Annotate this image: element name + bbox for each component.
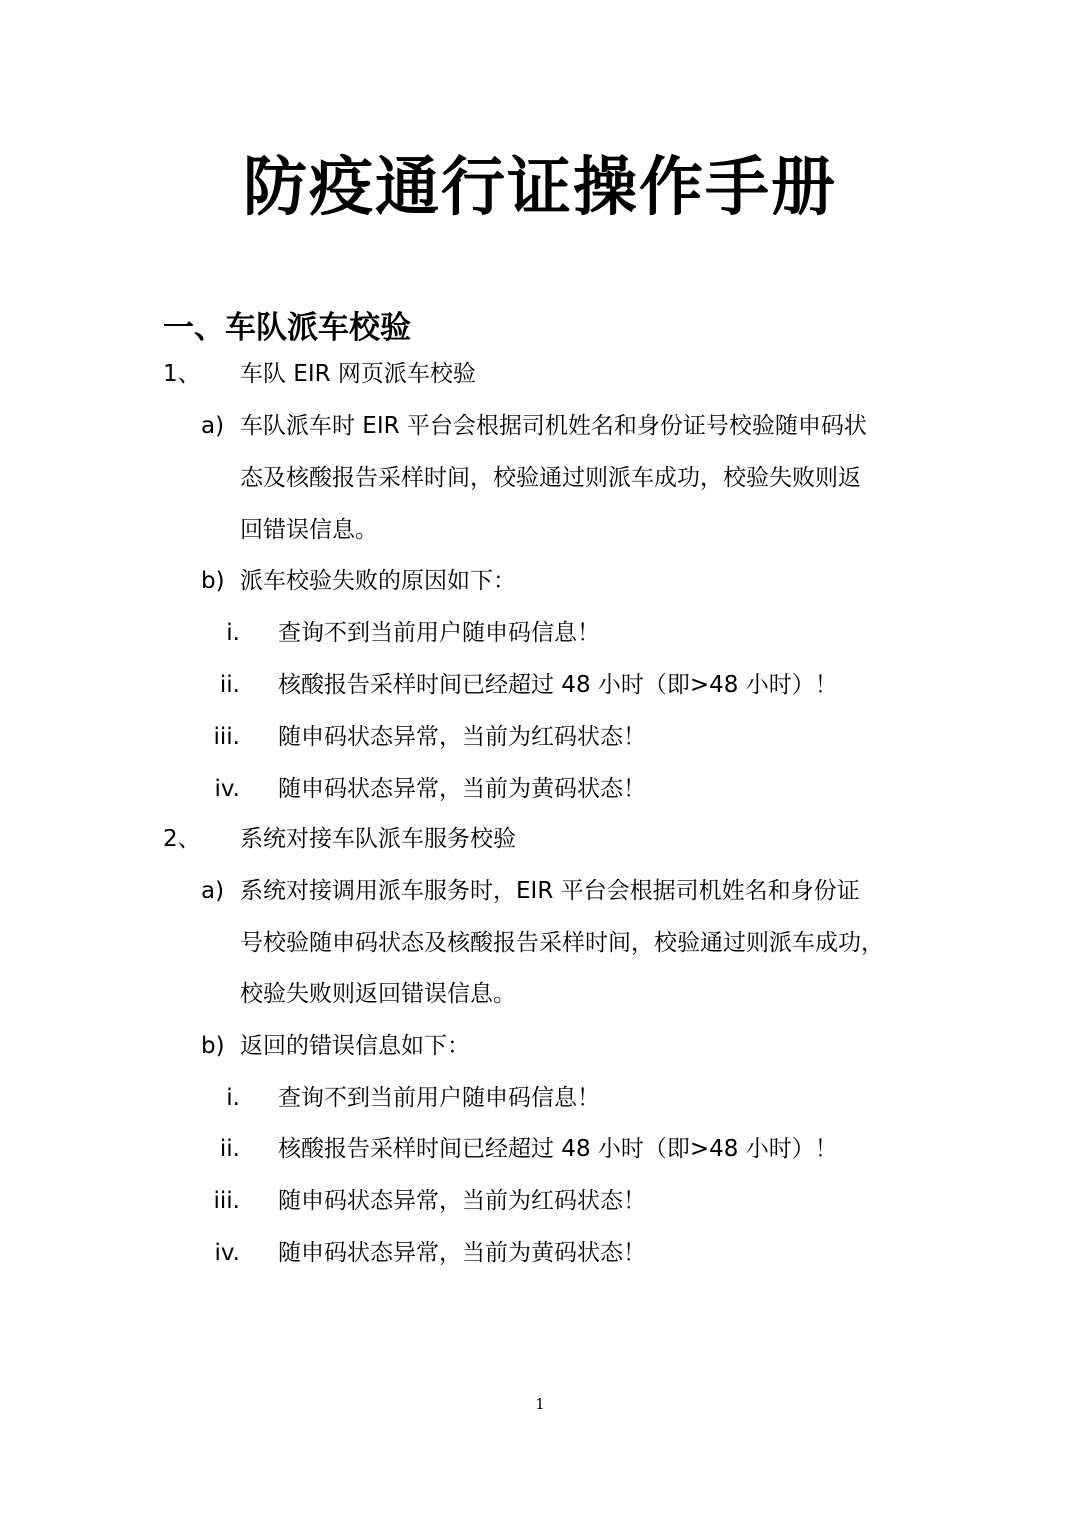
item-2-reason-4-text: 随申码状态异常，当前为黄码状态！: [278, 1240, 646, 1266]
item-2-reason-2-marker: ii.: [219, 1136, 240, 1162]
item-1-reason-4-text: 随申码状态异常，当前为黄码状态！: [278, 776, 646, 802]
item-2-b-marker: b): [201, 1033, 225, 1059]
item-1-b-marker: b): [201, 568, 225, 594]
item-1-a-line-3: 回错误信息。: [240, 517, 378, 543]
item-1-a-marker: a): [201, 413, 225, 439]
item-2-reason-1-marker: i.: [226, 1085, 240, 1111]
item-1-number: 1、: [163, 361, 201, 387]
item-1-label: 车队 EIR 网页派车校验: [240, 361, 476, 387]
item-1-reason-4-marker: iv.: [214, 776, 240, 802]
document-title: 防疫通行证操作手册: [243, 151, 837, 225]
item-2-a-line-2: 号校验随申码状态及核酸报告采样时间，校验通过则派车成功，: [240, 930, 884, 956]
item-1-reason-2-text: 核酸报告采样时间已经超过 48 小时（即>48 小时）！: [278, 672, 838, 698]
item-2-a-line-1: 系统对接调用派车服务时，EIR 平台会根据司机姓名和身份证: [240, 878, 860, 904]
item-2-reason-4-marker: iv.: [214, 1240, 240, 1266]
item-2-label: 系统对接车队派车服务校验: [240, 826, 516, 852]
item-1-reason-1-text: 查询不到当前用户随申码信息！: [278, 620, 600, 646]
item-1-reason-2-marker: ii.: [219, 672, 240, 698]
item-1-reason-3-text: 随申码状态异常，当前为红码状态！: [278, 724, 646, 750]
item-1-a-line-2: 态及核酸报告采样时间，校验通过则派车成功，校验失败则返: [240, 465, 861, 491]
item-2-number: 2、: [163, 826, 201, 852]
section-heading: 一、车队派车校验: [163, 310, 411, 346]
item-2-a-line-3: 校验失败则返回错误信息。: [240, 981, 516, 1007]
item-2-reason-3-text: 随申码状态异常，当前为红码状态！: [278, 1188, 646, 1214]
item-2-a-marker: a): [201, 878, 225, 904]
item-1-reason-3-marker: iii.: [213, 724, 240, 750]
page-number: 1: [535, 1395, 545, 1413]
item-2-reason-1-text: 查询不到当前用户随申码信息！: [278, 1085, 600, 1111]
item-2-b-text: 返回的错误信息如下：: [240, 1033, 470, 1059]
item-2-reason-3-marker: iii.: [213, 1188, 240, 1214]
item-1-reason-1-marker: i.: [226, 620, 240, 646]
item-2-reason-2-text: 核酸报告采样时间已经超过 48 小时（即>48 小时）！: [278, 1136, 838, 1162]
item-1-b-text: 派车校验失败的原因如下：: [240, 568, 516, 594]
item-1-a-line-1: 车队派车时 EIR 平台会根据司机姓名和身份证号校验随申码状: [240, 413, 867, 439]
